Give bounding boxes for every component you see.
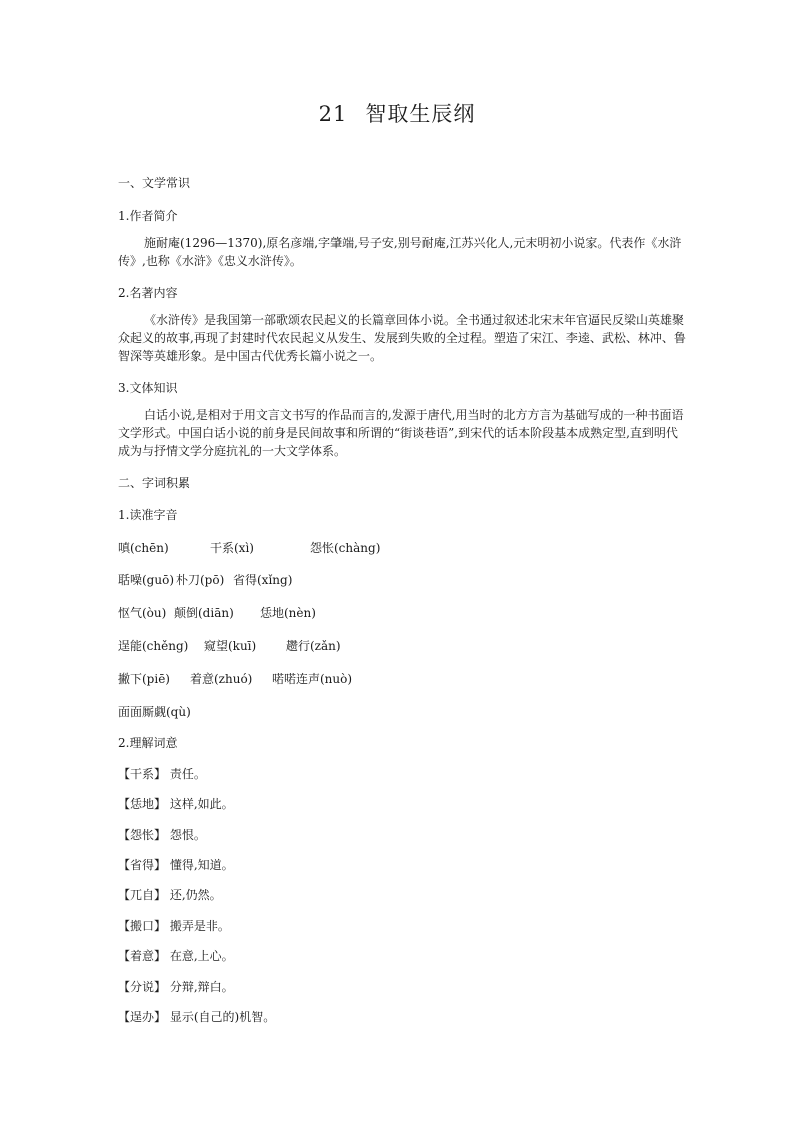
pronunciation-item: 恁地(nèn) [260, 606, 316, 620]
pronunciation-item: 面面厮觑(qù) [118, 705, 191, 719]
genre-heading: 3.文体知识 [118, 381, 178, 395]
pronunciation-item: 趱行(zǎn) [286, 639, 341, 653]
meaning-term: 【着意】 [118, 949, 167, 963]
meaning-entry [118, 978, 234, 995]
meaning-term: 【分说】 [118, 980, 167, 994]
section-heading-vocabulary: 二、字词积累 [118, 476, 191, 490]
meaning-term: 【干系】 [118, 767, 167, 781]
section-heading-literature: 一、文学常识 [118, 176, 191, 190]
pronunciation-item: 颠倒(diān) [174, 606, 234, 620]
meaning-entry [118, 1008, 275, 1025]
meaning-definition: 责任。 [169, 767, 206, 781]
pronunciation-item: 嗔(chēn) [118, 541, 169, 555]
meaning-entry [118, 795, 234, 812]
meaning-entry [118, 947, 234, 964]
page-title [0, 98, 794, 128]
meaning-definition: 搬弄是非。 [169, 919, 230, 933]
pronunciation-item: 窥望(kuī) [204, 639, 257, 653]
pronunciation-item: 朴刀(pō) [176, 573, 225, 587]
meaning-definition: 分辩,辩白。 [169, 980, 234, 994]
pronunciation-row [118, 539, 380, 556]
pronunciation-row [118, 604, 316, 621]
pronunciation-item: 逞能(chěng) [118, 639, 189, 653]
pronunciation-row [118, 703, 191, 720]
pronunciation-item: 省得(xǐng) [233, 573, 293, 587]
meaning-entry [118, 917, 230, 934]
genre-paragraph: 白话小说,是相对于用文言文书写的作品而言的,发源于唐代,用当时的北方方言为基础写成的一种书面语文学形式。中国白话小说的前身是民间故事和所谓的“街谈巷语”,到宋代的话本阶段基本成熟定型,直到明代成为与抒情文学分庭抗礼的一大文学体系。 [118, 408, 684, 458]
pronunciation-item: 着意(zhuó) [190, 672, 253, 686]
pronunciation-row [118, 571, 292, 588]
meaning-term: 【省得】 [118, 858, 167, 872]
pronunciation-row [118, 637, 341, 654]
meaning-term: 【兀自】 [118, 888, 167, 902]
author-heading: 1.作者简介 [118, 209, 178, 223]
meaning-definition: 这样,如此。 [169, 797, 234, 811]
meaning-definition: 显示(自己的)机智。 [169, 1010, 276, 1024]
lesson-number: 21 [318, 102, 348, 126]
pronunciation-item: 喏喏连声(nuò) [272, 672, 353, 686]
work-paragraph: 《水浒传》是我国第一部歌颂农民起义的长篇章回体小说。全书通过叙述北宋末年官逼民反梁山英雄聚众起义的故事,再现了封建时代农民起义从发生、发展到失败的全过程。塑造了宋江、李逵、武松、林冲、鲁智深等英雄形象。是中国古代优秀长篇小说之一。 [118, 313, 686, 363]
pronunciation-item: 怄气(òu) [118, 606, 167, 620]
meaning-heading: 2.理解词意 [118, 736, 178, 750]
pronunciation-item: 怨怅(chàng) [310, 541, 381, 555]
meaning-term: 【搬口】 [118, 919, 167, 933]
meaning-definition: 懂得,知道。 [169, 858, 234, 872]
meaning-entry [118, 826, 206, 843]
work-heading: 2.名著内容 [118, 286, 178, 300]
meaning-definition: 还,仍然。 [169, 888, 222, 902]
pronunciation-item: 撇下(piē) [118, 672, 170, 686]
meaning-entry [118, 765, 206, 782]
author-paragraph: 施耐庵(1296—1370),原名彦端,字肇端,号子安,别号耐庵,江苏兴化人,元末明初小说家。代表作《水浒传》,也称《水浒》《忠义水浒传》。 [118, 236, 682, 268]
meaning-term: 【逞办】 [118, 1010, 167, 1024]
meaning-definition: 在意,上心。 [169, 949, 234, 963]
pronunciation-item: 聒噪(guō) [118, 573, 174, 587]
meaning-term: 【恁地】 [118, 797, 167, 811]
meaning-entry [118, 856, 234, 873]
meaning-term: 【怨怅】 [118, 828, 167, 842]
meaning-entry [118, 886, 222, 903]
pronunciation-row [118, 670, 352, 687]
pronunciation-item: 干系(xì) [210, 541, 254, 555]
meaning-definition: 怨恨。 [169, 828, 206, 842]
pronunciation-heading: 1.读准字音 [118, 508, 178, 522]
lesson-title: 智取生辰纲 [365, 102, 476, 126]
